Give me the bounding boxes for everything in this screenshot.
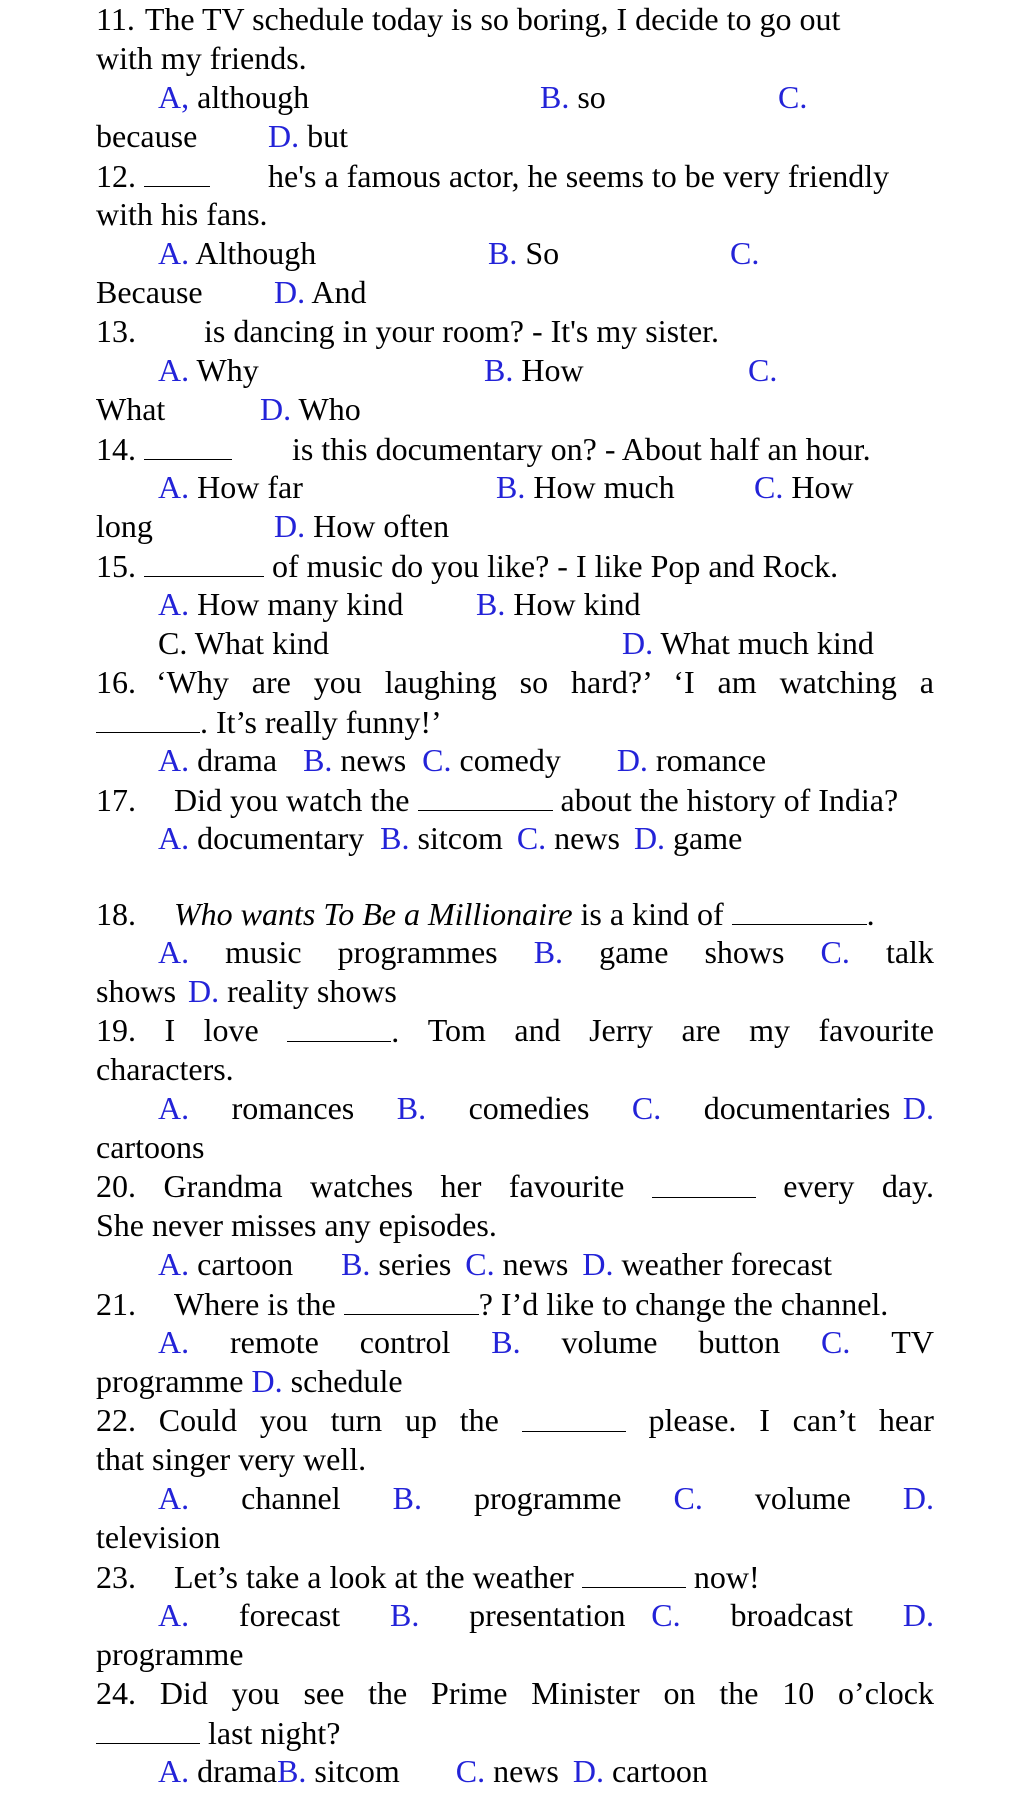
- q21-option-b[interactable]: B.: [491, 1324, 521, 1360]
- q13-option-d[interactable]: D. Who: [260, 391, 361, 427]
- q14-line1: 14. is this documentary on? - About half an hour.: [96, 431, 871, 467]
- q13-option-c-text: What: [96, 391, 166, 427]
- q15-option-a[interactable]: A. How many kind: [158, 586, 404, 622]
- q21-line3: programme D. schedule: [96, 1363, 403, 1399]
- q11-option-c[interactable]: C.: [778, 79, 808, 115]
- q23-line1: 23. Let’s take a look at the weather now!: [96, 1559, 760, 1595]
- q18-option-d[interactable]: D. reality shows: [188, 973, 397, 1009]
- q23-option-a[interactable]: A.: [158, 1597, 190, 1633]
- q22-option-d[interactable]: D.: [902, 1480, 934, 1516]
- q11-option-d[interactable]: D. but: [268, 118, 348, 154]
- q20-line1: 20. Grandma watches her favourite every day.: [96, 1168, 934, 1204]
- q11-option-a[interactable]: A, although: [158, 79, 310, 115]
- q23-options: A. forecast B. presentation C. broadcast D.: [158, 1597, 934, 1633]
- q18-line1: 18. Who wants To Be a Millionaire is a kind of .: [96, 896, 875, 932]
- q17-options: [158, 819, 742, 858]
- q22-option-c[interactable]: C.: [673, 1480, 703, 1516]
- q24-line1: 24. Did you see the Prime Minister on the 10 o’clock: [96, 1675, 934, 1711]
- q13-option-b[interactable]: B. How: [484, 352, 584, 388]
- q22-option-a[interactable]: A.: [158, 1480, 190, 1516]
- q17-line1: 17. Did you watch the about the history of India?: [96, 782, 899, 818]
- q22-line1: 22. Could you turn up the please. I can’t hear: [96, 1402, 934, 1438]
- q19-option-a[interactable]: A.: [158, 1090, 190, 1126]
- q23-option-b[interactable]: B.: [389, 1597, 420, 1633]
- q14-option-c-text: long: [96, 508, 153, 544]
- q12-option-d[interactable]: D. And: [274, 274, 367, 310]
- q18-option-a[interactable]: A.: [158, 934, 190, 970]
- q20-option-d[interactable]: D. weather forecast: [582, 1246, 833, 1282]
- q12-option-a[interactable]: A. Although: [158, 235, 317, 271]
- q11-option-b[interactable]: B. so: [540, 79, 606, 115]
- q21-option-c[interactable]: C.: [821, 1324, 851, 1360]
- q11-line1: 11. The TV schedule today is so boring, I decide to go out: [96, 1, 841, 37]
- q23-option-d-text: programme: [96, 1636, 244, 1672]
- q17-option-b[interactable]: B. sitcom: [380, 820, 503, 856]
- q17-option-c[interactable]: C. news: [516, 820, 620, 856]
- q20-option-c[interactable]: C. news: [465, 1246, 569, 1282]
- q21-option-a[interactable]: A.: [158, 1324, 190, 1360]
- q15-option-c[interactable]: C. What kind: [158, 625, 329, 661]
- q24-line2: last night?: [96, 1713, 340, 1752]
- q16-line1: 16. ‘Why are you laughing so hard?’ ‘I am watching a: [96, 664, 934, 700]
- q19-option-d[interactable]: D.: [902, 1090, 934, 1126]
- q20-line2: She never misses any episodes.: [96, 1207, 497, 1243]
- q19-option-b[interactable]: B.: [396, 1090, 427, 1126]
- q19-option-c[interactable]: C.: [631, 1090, 662, 1126]
- q20-option-b[interactable]: B. series: [341, 1246, 452, 1282]
- q23-option-d[interactable]: D.: [902, 1597, 934, 1633]
- q17-option-a[interactable]: A. documentary: [158, 820, 365, 856]
- q12-option-c-text: Because: [96, 274, 203, 310]
- q16-option-c[interactable]: C. comedy: [422, 742, 561, 778]
- q24-option-c[interactable]: C. news: [455, 1753, 559, 1789]
- q14-option-d[interactable]: D. How often: [274, 508, 450, 544]
- q15-option-b[interactable]: B. How kind: [476, 586, 641, 622]
- q20-option-a[interactable]: A. cartoon: [158, 1246, 294, 1282]
- q19-line2: characters.: [96, 1051, 234, 1087]
- q16-options: [158, 741, 766, 780]
- q18-options: A. music programmes B. game shows C. talk: [158, 934, 934, 970]
- q21-options: A. remote control B. volume button C. TV: [158, 1324, 934, 1360]
- q16-option-d[interactable]: D. romance: [616, 742, 767, 778]
- q18-option-b[interactable]: B.: [533, 934, 564, 970]
- q20-options: [158, 1245, 832, 1284]
- q14-option-a[interactable]: A. How far: [158, 469, 303, 505]
- q12-line2: with his fans.: [96, 196, 268, 232]
- q14-option-b[interactable]: B. How much: [496, 469, 675, 505]
- q19-line1: 19. I love . Tom and Jerry are my favourite: [96, 1012, 934, 1049]
- q16-option-a[interactable]: A. drama: [158, 742, 278, 778]
- q22-line2: that singer very well.: [96, 1441, 367, 1477]
- q16-option-b[interactable]: B. news: [303, 742, 407, 778]
- q13-option-c[interactable]: C.: [748, 352, 778, 388]
- q11-option-c-text: because: [96, 118, 198, 154]
- q22-options: A. channel B. programme C. volume D.: [158, 1480, 934, 1516]
- q19-option-d-text: cartoons: [96, 1129, 205, 1165]
- q21-line1: 21. Where is the ? I’d like to change the channel.: [96, 1286, 889, 1322]
- q13-line1: 13. is dancing in your room? - It's my sister.: [96, 313, 720, 349]
- q19-options: A. romances B. comedies C. documentaries D.: [158, 1090, 934, 1126]
- q24-option-d[interactable]: D. cartoon: [572, 1753, 708, 1789]
- q12-option-c[interactable]: C.: [730, 235, 760, 271]
- q15-option-d[interactable]: D. What much kind: [622, 625, 874, 661]
- q14-option-c[interactable]: C. How: [754, 469, 854, 505]
- q12-line1: 12. he's a famous actor, he seems to be very friendly: [96, 158, 890, 194]
- q18-line3: shows D. reality shows: [96, 973, 397, 1009]
- q18-option-c[interactable]: C.: [820, 934, 850, 970]
- q22-option-b[interactable]: B.: [392, 1480, 422, 1516]
- q11-line2: with my friends.: [96, 40, 307, 76]
- q21-option-d[interactable]: D. schedule: [251, 1363, 403, 1399]
- q24-option-a[interactable]: A. drama: [158, 1753, 278, 1789]
- q24-options: [158, 1752, 708, 1791]
- q13-option-a[interactable]: A. Why: [158, 352, 259, 388]
- q24-option-b[interactable]: B. sitcom: [277, 1753, 400, 1789]
- q22-option-d-text: television: [96, 1519, 221, 1555]
- q15-line1: 15. of music do you like? - I like Pop and Rock.: [96, 548, 839, 584]
- q17-option-d[interactable]: D. game: [633, 820, 743, 856]
- q12-option-b[interactable]: B. So: [488, 235, 560, 271]
- q23-option-c[interactable]: C.: [651, 1597, 681, 1633]
- q16-line2: . It’s really funny!’: [96, 702, 442, 741]
